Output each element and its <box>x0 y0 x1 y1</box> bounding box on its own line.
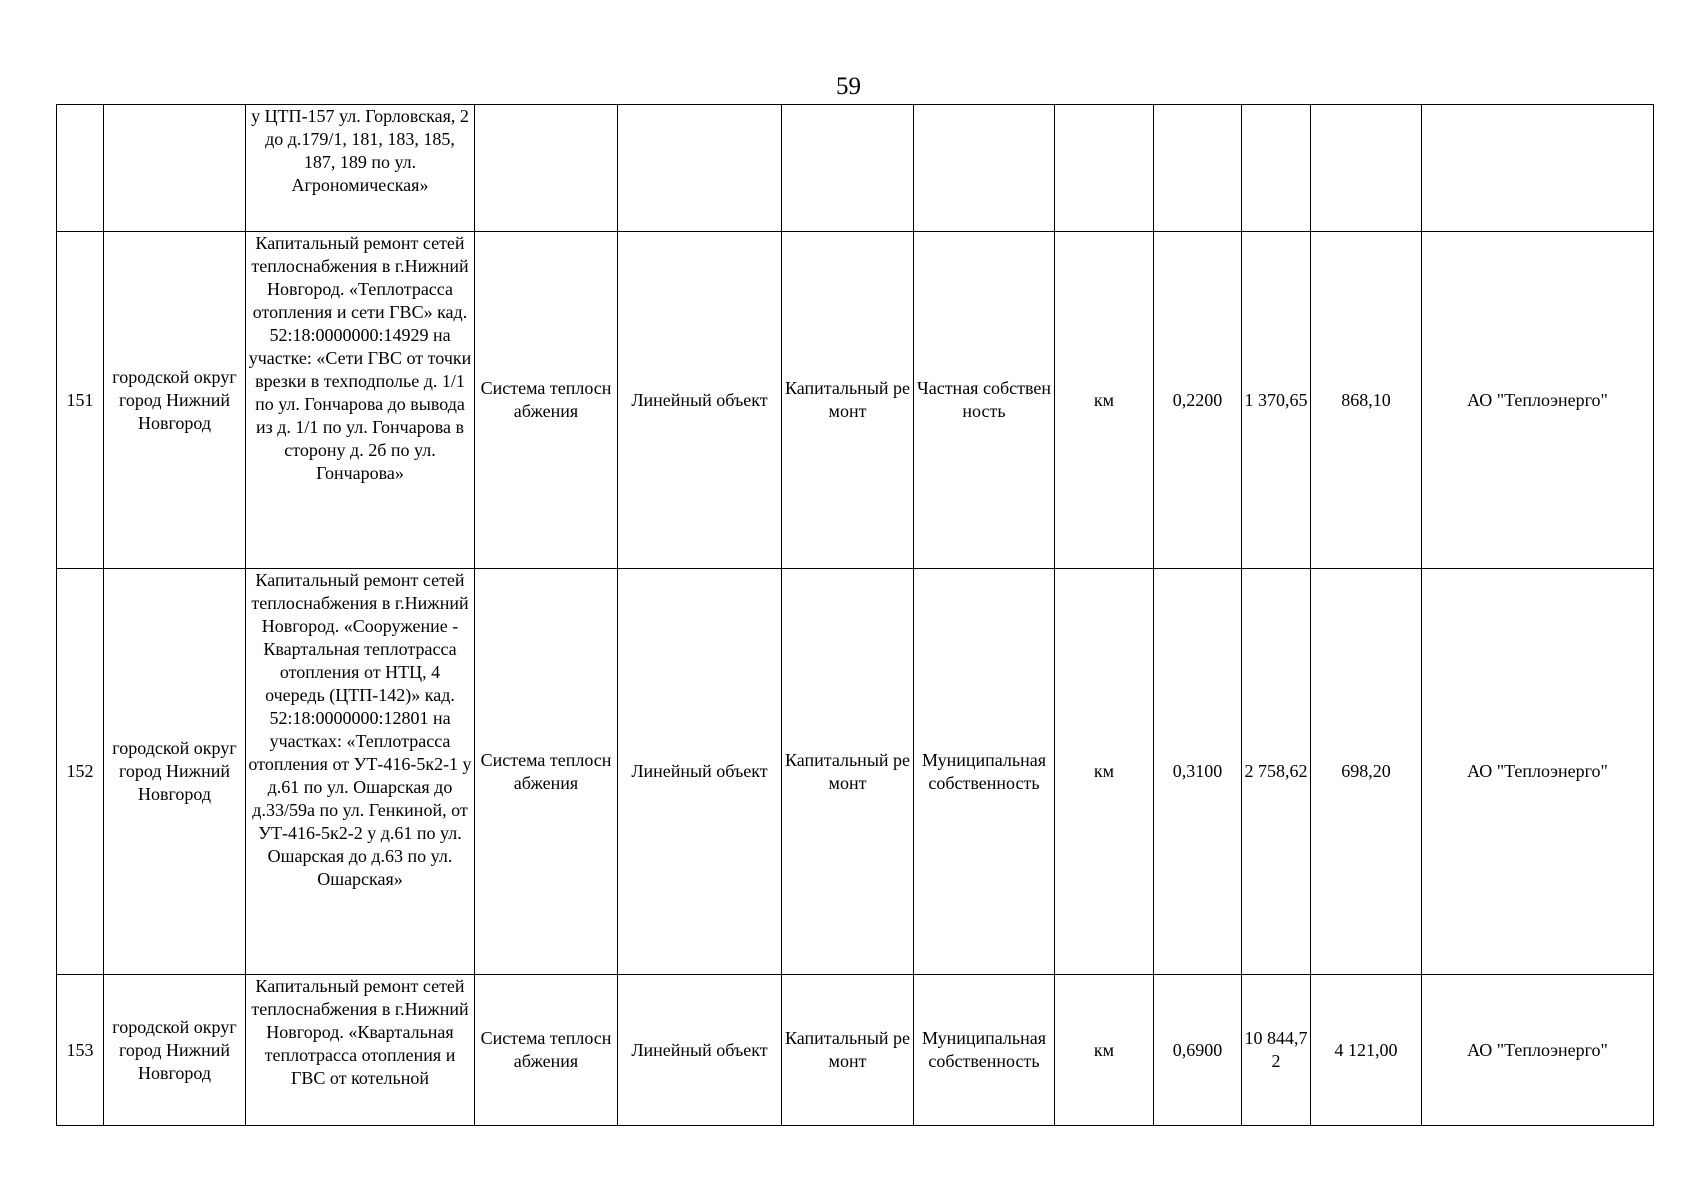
cost-cell <box>1242 105 1311 232</box>
object-type-cell: Линейный объект <box>618 975 782 1126</box>
organization-cell: АО "Теплоэнерго" <box>1422 232 1654 569</box>
description-cell: Капитальный ремонт сетей теплоснабжения в г.Нижний Новгород. «Теплотрасса отопления и сети ГВС» кад. 52:18:0000000:14929 на участке: «Сети ГВС от точки врезки в техподполье д. 1/1 по ул. Гончарова до вывода из д. 1/1 по ул. Гончарова в сторону д. 2б по ул. Гончарова» <box>246 232 475 569</box>
organization-cell <box>1422 105 1654 232</box>
work-type-cell: Капитальный ремонт <box>782 975 914 1126</box>
territory-cell: городской округ город Нижний Новгород <box>104 232 246 569</box>
system-cell: Система теплоснабжения <box>475 975 618 1126</box>
cost-cell: 10 844,72 <box>1242 975 1311 1126</box>
cost2-cell <box>1311 105 1422 232</box>
length-cell <box>1154 105 1242 232</box>
table-row <box>57 569 1654 975</box>
territory-cell <box>104 105 246 232</box>
object-type-cell: Линейный объект <box>618 232 782 569</box>
ownership-cell: Муниципальная собственность <box>914 569 1055 975</box>
description-cell: Капитальный ремонт сетей теплоснабжения в г.Нижний Новгород. «Квартальная теплотрасса отопления и ГВС от котельной <box>246 975 475 1126</box>
work-list-table <box>56 104 1654 1126</box>
system-cell <box>475 105 618 232</box>
unit-cell <box>1055 105 1154 232</box>
cost2-cell: 4 121,00 <box>1311 975 1422 1126</box>
unit-cell: км <box>1055 975 1154 1126</box>
cost-cell: 1 370,65 <box>1242 232 1311 569</box>
organization-cell: АО "Теплоэнерго" <box>1422 569 1654 975</box>
cost2-cell: 698,20 <box>1311 569 1422 975</box>
cost-cell: 2 758,62 <box>1242 569 1311 975</box>
row-number-cell <box>57 105 104 232</box>
ownership-cell: Муниципальная собственность <box>914 975 1055 1126</box>
unit-cell: км <box>1055 232 1154 569</box>
page-number: 59 <box>836 73 861 100</box>
cost2-cell: 868,10 <box>1311 232 1422 569</box>
unit-cell: км <box>1055 569 1154 975</box>
row-number-cell: 152 <box>57 569 104 975</box>
system-cell: Система теплоснабжения <box>475 232 618 569</box>
description-cell: Капитальный ремонт сетей теплоснабжения в г.Нижний Новгород. «Сооружение - Квартальная теплотрасса отопления от НТЦ, 4 очередь (ЦТП-142)» кад. 52:18:0000000:12801 на участках: «Теплотрасса отопления от УТ-416-5к2-1 у д.61 по ул. Ошарская до д.33/59а по ул. Генкиной, от УТ-416-5к2-2 у д.61 по ул. Ошарская до д.63 по ул. Ошарская» <box>246 569 475 975</box>
organization-cell: АО "Теплоэнерго" <box>1422 975 1654 1126</box>
object-type-cell <box>618 105 782 232</box>
description-cell: у ЦТП-157 ул. Горловская, 2 до д.179/1, 181, 183, 185, 187, 189 по ул. Агрономическая» <box>246 105 475 232</box>
length-cell: 0,3100 <box>1154 569 1242 975</box>
object-type-cell: Линейный объект <box>618 569 782 975</box>
row-number-cell: 151 <box>57 232 104 569</box>
row-number-cell: 153 <box>57 975 104 1126</box>
table-row <box>57 105 1654 232</box>
table-row <box>57 975 1654 1126</box>
length-cell: 0,6900 <box>1154 975 1242 1126</box>
work-type-cell: Капитальный ремонт <box>782 232 914 569</box>
table-row <box>57 232 1654 569</box>
ownership-cell: Частная собственность <box>914 232 1055 569</box>
work-type-cell: Капитальный ремонт <box>782 569 914 975</box>
territory-cell: городской округ город Нижний Новгород <box>104 569 246 975</box>
system-cell: Система теплоснабжения <box>475 569 618 975</box>
length-cell: 0,2200 <box>1154 232 1242 569</box>
territory-cell: городской округ город Нижний Новгород <box>104 975 246 1126</box>
work-type-cell <box>782 105 914 232</box>
ownership-cell <box>914 105 1055 232</box>
